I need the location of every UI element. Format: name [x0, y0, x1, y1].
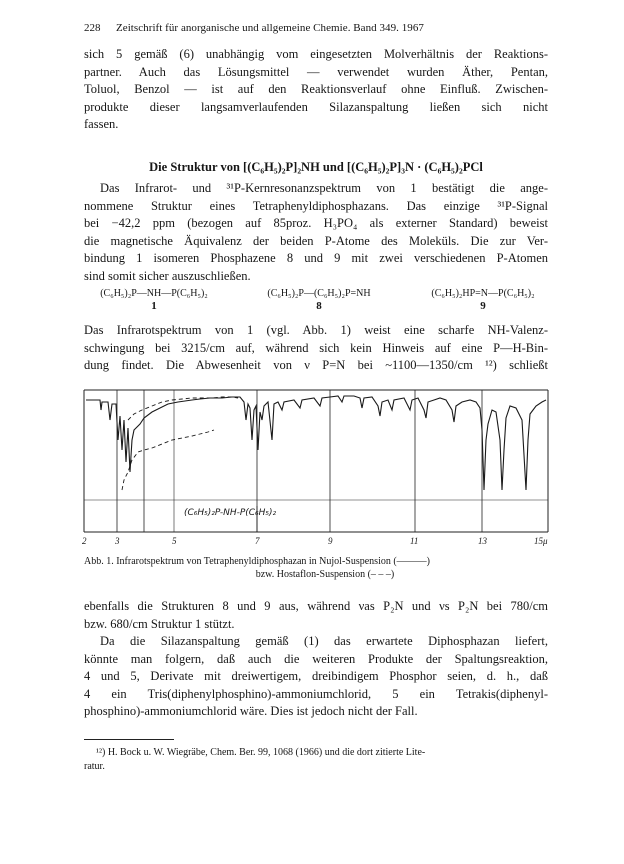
- tick-label: 2: [82, 536, 87, 546]
- text-line: bei −42,2 ppm (bezogen auf 85proz. H₃PO₄ als externer Standard) beweist: [84, 216, 548, 230]
- text-line: Das Infrarot- und ³¹P-Kernresonanzspektrum von 1 bestätigt die ange-: [100, 181, 548, 195]
- text-line: bzw. 680/cm Struktur 1 stützt.: [84, 616, 235, 631]
- paragraph-5: [84, 633, 548, 721]
- journal-title: Zeitschrift für anorganische und allgemeine Chemie. Band 349. 1967: [116, 22, 424, 34]
- section-heading: Die Struktur von [(C₆H₅)₂P]₂NH und [(C₆H₅)₂P]₃N · (C₆H₅)₂PCl: [149, 160, 483, 174]
- hostaflon-lower-trace: [122, 430, 214, 490]
- formula-text: (C₆H₅)₂P—(C₆H₅)₂P=NH: [267, 288, 371, 299]
- page-number: 228: [84, 22, 101, 34]
- figure-caption: [84, 555, 548, 581]
- tick-label: 7: [255, 536, 260, 546]
- text-line: 4 und 5, Derivate mit dreiwertigem, dreibindigem Phosphor seien, d. h., daß: [84, 669, 548, 683]
- formula-text: (C₆H₅)₂HP=N—P(C₆H₅)₂: [431, 288, 535, 299]
- paragraph-4: [84, 598, 548, 633]
- tick-label: 11: [410, 536, 419, 546]
- wavelength-axis: [82, 536, 548, 546]
- caption-line: Abb. 1. Infrarotspektrum von Tetraphenyldiphosphazan in Nujol-Suspension (———): [84, 556, 431, 567]
- text-line: Toluol, Benzol — ist auf den Reaktionsverlauf ohne Einfluß. Zwischen-: [84, 82, 548, 96]
- tick-label: 13: [478, 536, 487, 546]
- tick-label: 15μ: [534, 536, 548, 546]
- formula-1: [84, 288, 224, 312]
- text-line: partner. Auch das Lösungsmittel — verwendet wurden Äther, Pentan,: [84, 64, 548, 79]
- text-line: phosphino)-ammoniumchlorid wäre. Dies ist jedoch nicht der Fall.: [84, 704, 418, 718]
- tick-label: 3: [115, 536, 120, 546]
- text-line: 4 ein Tris(diphenylphosphino)-ammoniumchlorid, 5 ein Tetrakis(diphenyl-: [84, 686, 548, 701]
- paragraph-3: [84, 322, 548, 375]
- formula-number: 9: [480, 300, 486, 312]
- paragraph-2: [84, 180, 548, 285]
- text-line: bindung 1 isomeren Phosphazene 8 und 9 mit zwei verschiedenen P-Atomen: [84, 251, 548, 265]
- nujol-spectrum-trace: [86, 396, 546, 490]
- formula-number: 8: [316, 300, 322, 312]
- hostaflon-spectrum-trace: [128, 397, 238, 420]
- footnote-line: ¹²) H. Bock u. W. Wiegräbe, Chem. Ber. 99, 1068 (1966) und die dort zitierte Lite-: [96, 747, 426, 758]
- formula-8: [249, 288, 389, 312]
- ir-spectrum-figure: [82, 380, 552, 550]
- text-line: nommene Struktur eines Tetraphenyldiphosphazans. Das einzige ³¹P-Signal: [84, 198, 548, 213]
- text-line: schwingung bei 3215/cm auf, während sich kein Hinweis auf eine P—H-Bin-: [84, 340, 548, 355]
- text-line: produkte dieser langsamverlaufenden Silazanspaltung ließen sich nicht: [84, 99, 548, 114]
- text-line: dung findet. Die Abwesenheit von ν P=N bei ~1100—1350/cm ¹²) schließt: [84, 358, 548, 372]
- caption-line: bzw. Hostaflon-Suspension (– – –): [255, 569, 395, 580]
- paragraph-1: [84, 46, 548, 134]
- footnote-12: [84, 746, 548, 774]
- formula-9: [412, 288, 554, 312]
- text-line: die magnetische Äquivalenz der beiden P-Atome des Moleküls. Die zur Ver-: [84, 233, 548, 248]
- tick-label: 5: [172, 536, 177, 546]
- text-line: könnte man folgern, daß auch die weiteren Produkte der Spaltungsreaktion,: [84, 651, 548, 666]
- text-line: Das Infrarotspektrum von 1 (vgl. Abb. 1) weist eine scharfe NH-Valenz-: [84, 323, 548, 337]
- text-line: ebenfalls die Strukturen 8 und 9 aus, während νas P₂N und νs P₂N bei 780/cm: [84, 599, 548, 613]
- footnote-line: ratur.: [84, 761, 105, 772]
- text-line: Da die Silazanspaltung gemäß (1) das erwartete Diphosphazan liefert,: [100, 634, 548, 648]
- formula-number: 1: [151, 300, 157, 312]
- text-line: fassen.: [84, 117, 119, 131]
- tick-label: 9: [328, 536, 333, 546]
- formula-text: (C₆H₅)₂P—NH—P(C₆H₅)₂: [100, 288, 208, 299]
- footnote-rule: [84, 739, 174, 740]
- text-line: sich 5 gemäß (6) unabhängig vom eingesetzten Molverhältnis der Reaktions-: [84, 47, 548, 61]
- text-line: sind somit sicher auszuschließen.: [84, 268, 251, 283]
- inset-formula-label: (C₆H₅)₂P-NH-P(C₆H₅)₂: [184, 508, 277, 518]
